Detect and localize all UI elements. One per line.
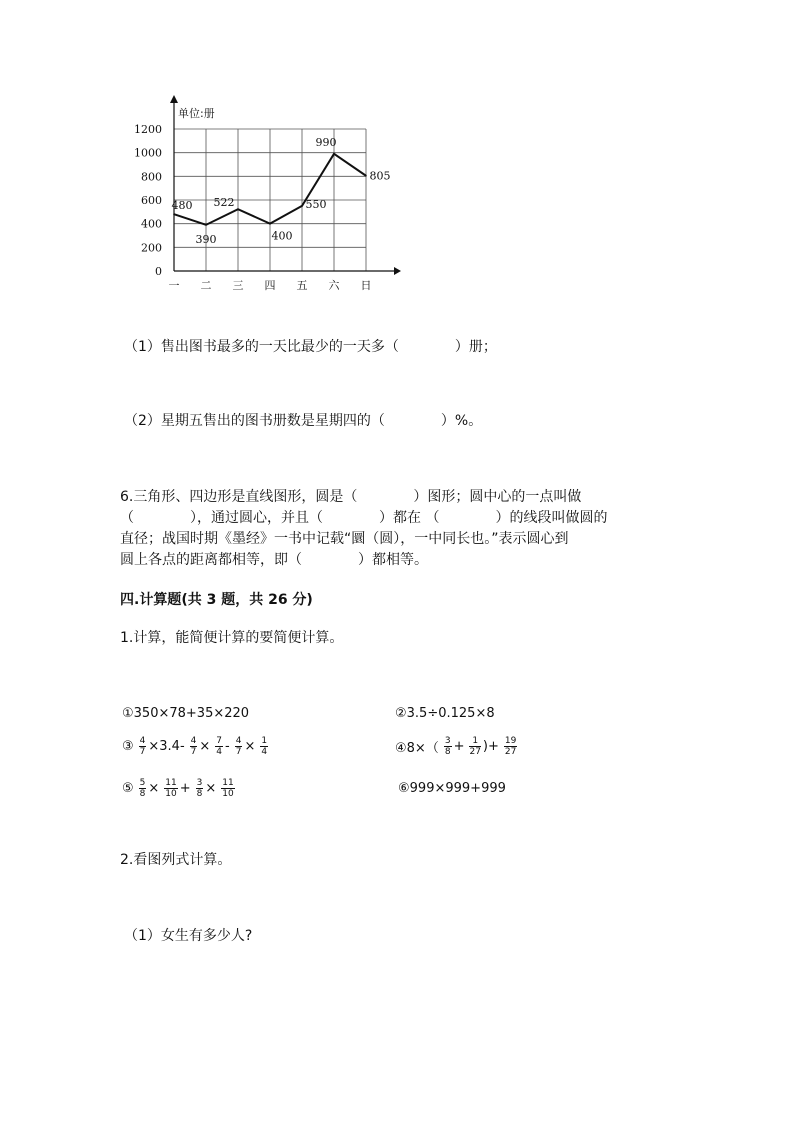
- denominator: 8: [196, 789, 203, 799]
- operator: ×3.4-: [148, 739, 185, 754]
- data-label: 522: [213, 196, 235, 210]
- numerator: 11: [222, 778, 234, 788]
- y-tick-label: 800: [141, 170, 162, 184]
- fraction: [469, 736, 480, 757]
- question-2: （2）星期五售出的图书册数是星期四的（ ）%。: [124, 413, 483, 429]
- operator: )+: [482, 739, 499, 754]
- numerator: 3: [196, 778, 203, 788]
- data-label: 400: [271, 229, 293, 243]
- calc-4-label: ④8×（: [395, 741, 439, 756]
- y-tick-label: 200: [141, 241, 162, 255]
- question-6-line-3: 直径；战国时期《墨经》一书中记载“圜（圆），一中同长也。”表示圆心到: [120, 531, 569, 547]
- numerator: 4: [190, 736, 197, 746]
- y-tick-label: 1000: [134, 146, 162, 160]
- fraction: [196, 778, 204, 799]
- denominator: 7: [139, 747, 146, 757]
- fraction: [190, 736, 198, 757]
- operator: ×: [205, 781, 217, 796]
- x-tick-label: 三: [232, 279, 244, 292]
- fraction: [235, 736, 243, 757]
- denominator: 10: [222, 789, 234, 799]
- fraction: [444, 736, 452, 757]
- data-label: 550: [305, 197, 327, 211]
- operator: -: [225, 739, 230, 754]
- data-label: 390: [195, 232, 217, 246]
- operator: ×: [199, 739, 211, 754]
- y-axis-arrow: [170, 95, 178, 103]
- calc-3: [122, 736, 270, 757]
- calc-1-text: ①350×78+35×220: [122, 706, 250, 721]
- numerator: 11: [165, 778, 177, 788]
- numerator: 5: [139, 778, 146, 788]
- calc-4: [395, 736, 519, 757]
- calc-2-text: ②3.5÷0.125×8: [395, 706, 495, 721]
- data-label: 805: [369, 169, 391, 183]
- numerator: 19: [504, 736, 517, 746]
- y-tick-label: 1200: [134, 123, 162, 136]
- fraction: [221, 778, 234, 799]
- y-tick-label: 600: [141, 194, 162, 207]
- section-4-title: 四.计算题(共 3 题，共 26 分): [120, 592, 313, 608]
- calc-3-label: ③: [122, 739, 134, 754]
- chart-x-ticks: [169, 279, 372, 292]
- data-point: [333, 153, 335, 155]
- fraction: [139, 778, 147, 799]
- fraction: [215, 736, 223, 757]
- x-tick-label: 日: [360, 279, 372, 292]
- chart-grid: [171, 129, 366, 271]
- sales-line-chart: [130, 95, 410, 300]
- fraction: [504, 736, 517, 757]
- section-4-item-1: 1.计算，能简便计算的要简便计算。: [120, 630, 344, 646]
- data-point: [205, 224, 207, 226]
- denominator: 4: [216, 747, 223, 757]
- calc-5-label: ⑤: [122, 781, 134, 796]
- calc-2: [395, 706, 497, 721]
- x-tick-label: 五: [296, 279, 308, 292]
- chart-unit-label: 单位:册: [178, 107, 215, 120]
- data-label: 480: [171, 199, 193, 213]
- question-1: （1）售出图书最多的一天比最少的一天多（ ）册；: [124, 339, 497, 355]
- numerator: 1: [469, 736, 480, 747]
- question-6-line-1: 6.三角形、四边形是直线图形，圆是（ ）图形；圆中心的一点叫做: [120, 489, 582, 505]
- denominator: 7: [190, 747, 197, 757]
- data-point: [365, 175, 367, 177]
- calc-5: [122, 778, 237, 799]
- calc-6: [398, 781, 508, 796]
- question-6-line-4: 圆上各点的距离都相等，即（ ）都相等。: [120, 552, 428, 568]
- data-point: [301, 205, 303, 207]
- denominator: 27: [504, 747, 517, 757]
- question-6-line-2: （ ），通过圆心，并且（ ）都在 （ ）的线段叫做圆的: [120, 510, 608, 526]
- numerator: 1: [261, 736, 268, 746]
- x-tick-label: 四: [264, 279, 276, 292]
- operator: ×: [244, 739, 256, 754]
- x-tick-label: 六: [328, 279, 340, 292]
- calc-6-text: ⑥999×999+999: [398, 781, 506, 796]
- data-label: 990: [315, 135, 337, 149]
- fraction: [260, 736, 268, 757]
- denominator: 27: [469, 747, 481, 757]
- numerator: 4: [235, 736, 242, 746]
- x-tick-label: 一: [168, 279, 180, 292]
- numerator: 3: [444, 736, 451, 746]
- calc-1: [122, 706, 251, 721]
- numerator: 7: [216, 736, 223, 746]
- data-point: [269, 223, 271, 225]
- data-point: [237, 208, 239, 210]
- fraction: [139, 736, 147, 757]
- operator: +: [453, 739, 465, 754]
- operator: ×: [148, 781, 160, 796]
- denominator: 8: [444, 747, 451, 757]
- data-point: [173, 213, 175, 215]
- operator: +: [179, 781, 191, 796]
- denominator: 4: [261, 747, 268, 757]
- y-tick-label: 0: [155, 265, 162, 278]
- fraction: [164, 778, 177, 799]
- denominator: 8: [139, 789, 146, 799]
- section-4-item-2: 2.看图列式计算。: [120, 852, 232, 868]
- numerator: 4: [139, 736, 146, 746]
- item-2-question-1: （1）女生有多少人?: [124, 928, 253, 944]
- denominator: 7: [235, 747, 242, 757]
- chart-y-ticks: [134, 123, 162, 278]
- y-tick-label: 400: [141, 217, 162, 231]
- x-axis-arrow: [394, 267, 401, 275]
- x-tick-label: 二: [200, 279, 212, 292]
- denominator: 10: [165, 789, 177, 799]
